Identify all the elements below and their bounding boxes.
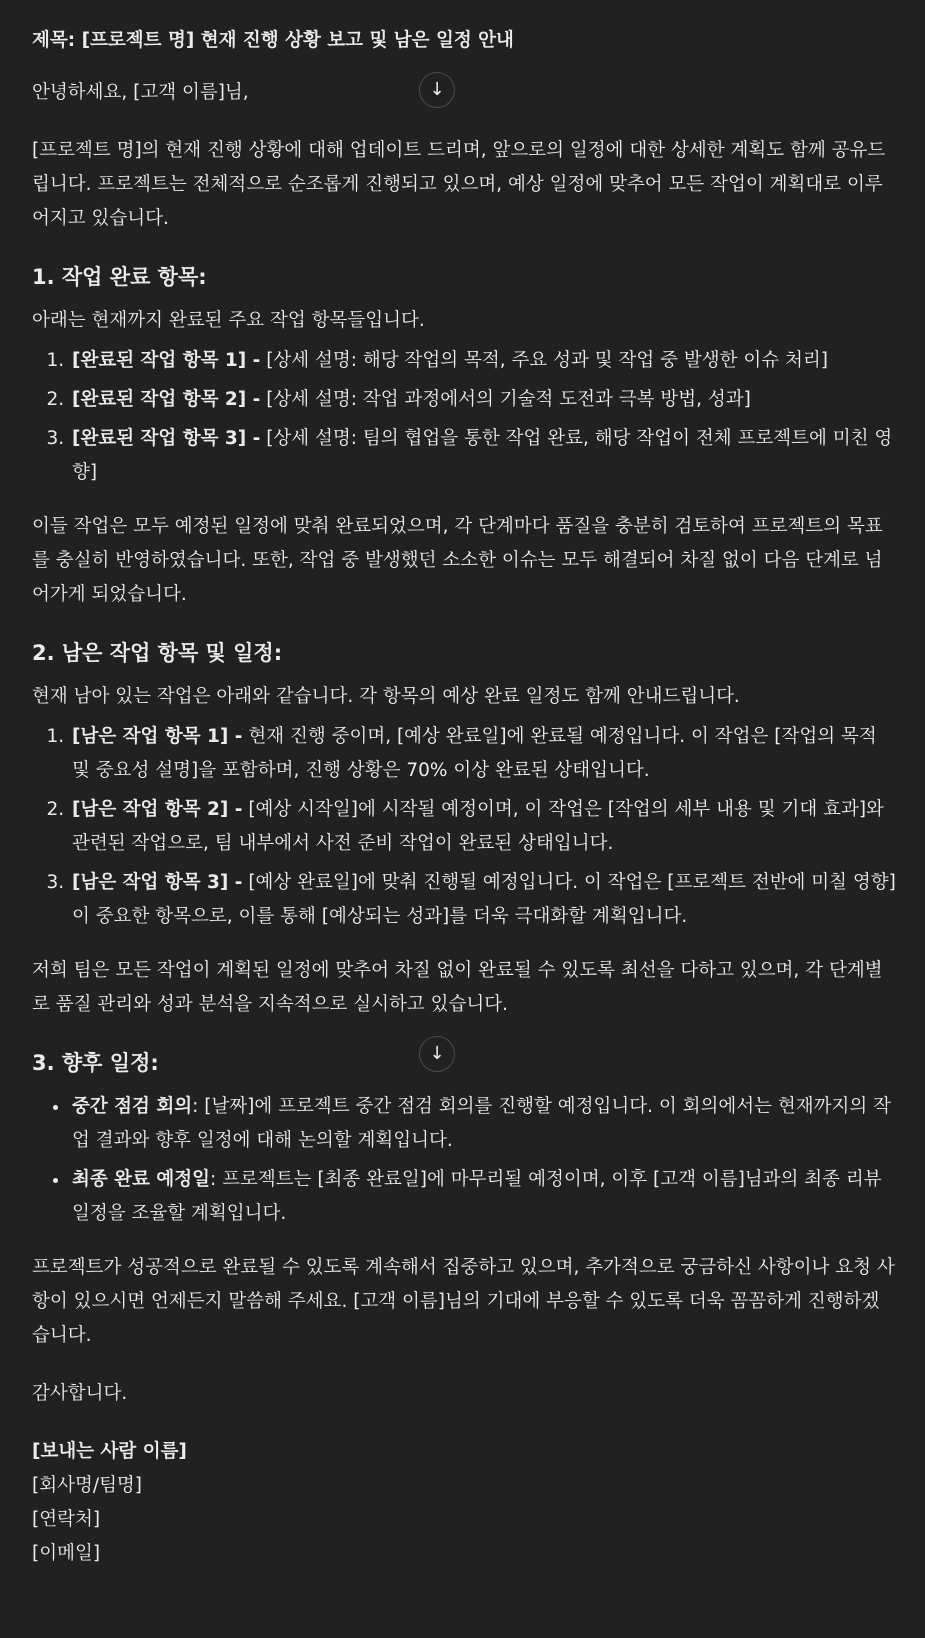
scroll-down-button[interactable] [419, 72, 455, 108]
email-content [32, 24, 896, 1571]
list-item [70, 866, 896, 934]
item-text: : 프로젝트는 [최종 완료일]에 마무리될 예정이며, 이후 [고객 이름]님과의 최종 리뷰 일정을 조율할 계획입니다. [72, 1169, 882, 1224]
section-closing: 저희 팀은 모든 작업이 계획된 일정에 맞추어 차질 없이 완료될 수 있도록 최선을 다하고 있으며, 각 단계별로 품질 관리와 성과 분석을 지속적으로 실시하고 있습니다. [32, 960, 883, 1015]
item-text: [상세 설명: 작업 과정에서의 기술적 도전과 극복 방법, 성과] [260, 389, 751, 410]
intro-paragraph: [프로젝트 명]의 현재 진행 상황에 대해 업데이트 드리며, 앞으로의 일정에 대한 상세한 계획도 함께 공유드립니다. 프로젝트는 전체적으로 순조롭게 진행되고 있으며, 예상 일정에 맞추어 모든 작업이 계획대로 이루어지고 있습니다. [32, 140, 886, 229]
item-label: [완료된 작업 항목 1] - [72, 350, 261, 371]
item-label: [남은 작업 항목 1] - [72, 726, 243, 747]
signature-name [32, 1435, 896, 1469]
item-label: 중간 점검 회의 [72, 1096, 193, 1117]
arrow-down-icon: ↓ [429, 79, 445, 100]
signature-company: [회사명/팀명] [32, 1475, 143, 1496]
section-heading-completed: 1. 작업 완료 항목: [32, 265, 207, 289]
item-label: 최종 완료 예정일 [72, 1169, 210, 1190]
item-text: 현재 진행 중이며, [예상 완료일]에 완료될 예정입니다. 이 작업은 [작업의 목적 및 중요성 설명]을 포함하며, 진행 상황은 70% 이상 완료된 상태입니다. [72, 726, 877, 781]
item-text: [상세 설명: 팀의 협업을 통한 작업 완료, 해당 작업이 전체 프로젝트에 미친 영향] [72, 428, 893, 483]
signature-email: [이메일] [32, 1543, 101, 1564]
item-text: [예상 완료일]에 맞춰 진행될 예정입니다. 이 작업은 [프로젝트 전반에 미칠 영향]이 중요한 항목으로, 이를 통해 [예상되는 성과]를 더욱 극대화할 계획입니다. [72, 872, 896, 927]
section-heading-remaining: 2. 남은 작업 항목 및 일정: [32, 641, 283, 665]
arrow-down-icon: ↓ [429, 1043, 445, 1064]
signature-name-text: [보내는 사람 이름] [32, 1441, 187, 1462]
list-item [70, 344, 896, 378]
list-item [70, 793, 896, 861]
completed-items-list [32, 344, 896, 490]
item-label: [완료된 작업 항목 2] - [72, 389, 261, 410]
schedule-list [32, 1090, 896, 1231]
greeting: 안녕하세요, [고객 이름]님, [32, 82, 249, 103]
list-item [70, 1090, 896, 1158]
email-subject: 제목: [프로젝트 명] 현재 진행 상황 보고 및 남은 일정 안내 [32, 30, 514, 51]
item-text: [예상 시작일]에 시작될 예정이며, 이 작업은 [작업의 세부 내용 및 기대 효과]와 관련된 작업으로, 팀 내부에서 사전 준비 작업이 완료된 상태입니다. [72, 799, 884, 854]
list-item [70, 1163, 896, 1231]
item-label: [남은 작업 항목 3] - [72, 872, 243, 893]
outro-paragraph: 프로젝트가 성공적으로 완료될 수 있도록 계속해서 집중하고 있으며, 추가적으로 궁금하신 사항이나 요청 사항이 있으시면 언제든지 말씀해 주세요. [고객 이름]님의 기대에 부응할 수 있도록 더욱 꼼꼼하게 진행하겠습니다. [32, 1257, 895, 1346]
section-lead: 아래는 현재까지 완료된 주요 작업 항목들입니다. [32, 310, 425, 331]
section-closing: 이들 작업은 모두 예정된 일정에 맞춰 완료되었으며, 각 단계마다 품질을 충분히 검토하여 프로젝트의 목표를 충실히 반영하였습니다. 또한, 작업 중 발생했던 소소한 이슈는 모두 해결되어 차질 없이 다음 단계로 넘어가게 되었습니다. [32, 516, 883, 605]
list-item [70, 383, 896, 417]
scroll-down-button[interactable] [419, 1036, 455, 1072]
item-text: : [날짜]에 프로젝트 중간 점검 회의를 진행할 예정입니다. 이 회의에서는 현재까지의 작업 결과와 향후 일정에 대해 논의할 계획입니다. [72, 1096, 891, 1151]
list-item [70, 422, 896, 490]
item-label: [완료된 작업 항목 3] - [72, 428, 261, 449]
section-lead: 현재 남아 있는 작업은 아래와 같습니다. 각 항목의 예상 완료 일정도 함께 안내드립니다. [32, 686, 740, 707]
remaining-items-list [32, 720, 896, 934]
item-label: [남은 작업 항목 2] - [72, 799, 243, 820]
item-text: [상세 설명: 해당 작업의 목적, 주요 성과 및 작업 중 발생한 이슈 처리] [260, 350, 828, 371]
section-heading-schedule: 3. 향후 일정: [32, 1051, 159, 1075]
thanks: 감사합니다. [32, 1383, 128, 1404]
signature-contact: [연락처] [32, 1509, 101, 1530]
list-item [70, 720, 896, 788]
